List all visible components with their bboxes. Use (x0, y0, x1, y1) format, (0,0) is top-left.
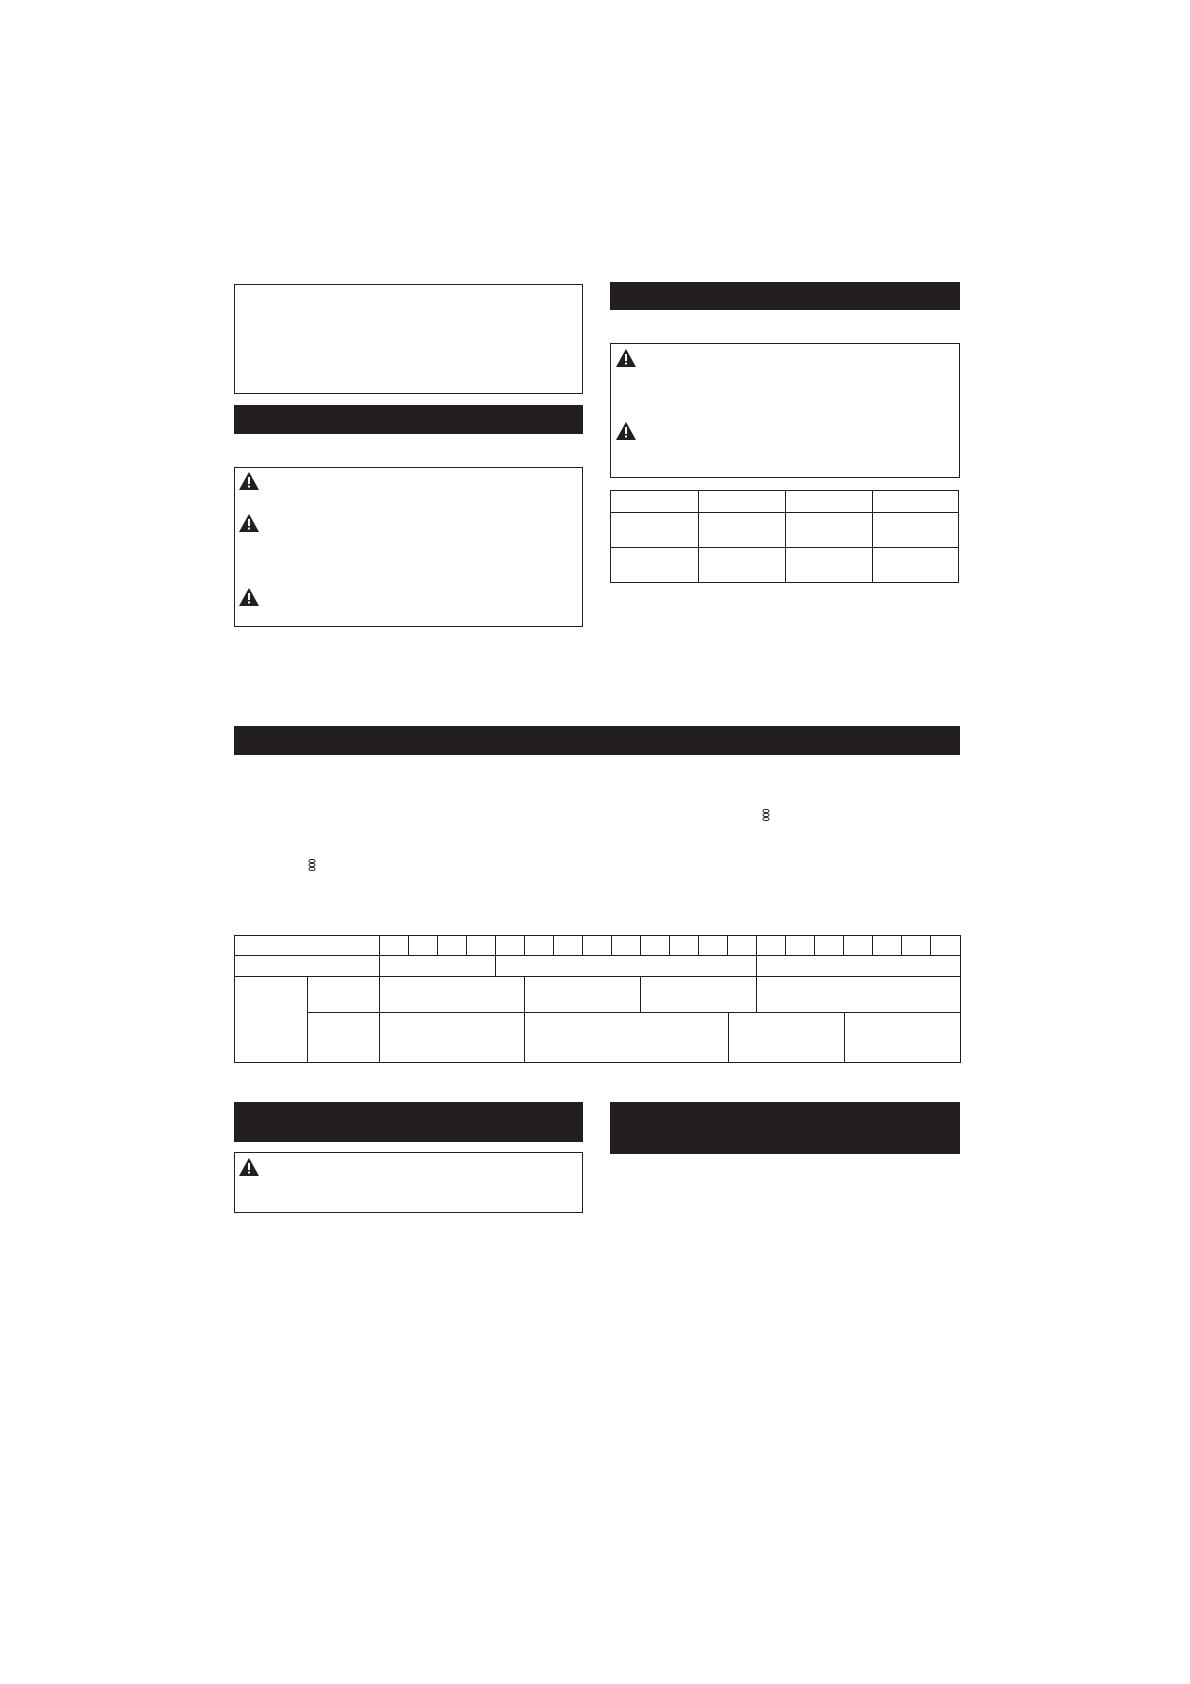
table-col-divider (872, 491, 873, 582)
table-col-divider (669, 936, 670, 955)
table-col-divider (307, 976, 308, 1062)
spec-table-right (610, 490, 959, 583)
table-col-divider (640, 936, 641, 955)
table-col-divider (553, 936, 554, 955)
table-col-divider (524, 976, 525, 1012)
table-col-divider (466, 936, 467, 955)
section-header-bar-right-1 (610, 282, 960, 310)
stacked-rings-icon (762, 809, 770, 821)
section-header-bar-wide (234, 726, 960, 755)
warning-triangle-icon (239, 588, 259, 606)
table-col-divider (727, 936, 728, 955)
table-col-divider (582, 936, 583, 955)
table-col-divider (728, 1012, 729, 1062)
table-col-divider (495, 936, 496, 976)
section-header-bar-left-2 (234, 1102, 583, 1142)
table-col-divider (785, 491, 786, 582)
table-col-divider (756, 936, 757, 1012)
table-col-divider (814, 936, 815, 955)
table-col-divider (901, 936, 902, 955)
table-col-divider (785, 936, 786, 955)
warning-box-right-1 (610, 343, 960, 478)
table-row-divider (235, 976, 960, 977)
setting-table-wide (234, 935, 961, 1063)
intro-note-box (234, 284, 583, 394)
table-col-divider (524, 936, 525, 955)
section-header-bar-right-2 (610, 1102, 960, 1154)
table-col-divider (640, 976, 641, 1012)
table-col-divider (379, 936, 380, 1062)
table-col-divider (872, 936, 873, 955)
warning-triangle-icon (239, 514, 259, 532)
table-row-divider (235, 955, 960, 956)
table-col-divider (524, 1012, 525, 1062)
table-col-divider (930, 936, 931, 955)
table-col-divider (843, 936, 844, 955)
stacked-rings-icon (308, 859, 316, 871)
warning-box-left-2 (234, 1152, 583, 1213)
table-col-divider (611, 936, 612, 955)
table-col-divider (844, 1012, 845, 1062)
table-row-divider (307, 1012, 960, 1013)
warning-triangle-icon (239, 1158, 259, 1176)
warning-triangle-icon (616, 422, 636, 440)
table-col-divider (437, 936, 438, 955)
warning-triangle-icon (239, 472, 259, 490)
warning-box-left-1 (234, 467, 583, 627)
section-header-bar-left-1 (234, 405, 583, 434)
table-col-divider (698, 936, 699, 955)
table-col-divider (408, 936, 409, 955)
table-col-divider (698, 491, 699, 582)
warning-triangle-icon (616, 349, 636, 367)
